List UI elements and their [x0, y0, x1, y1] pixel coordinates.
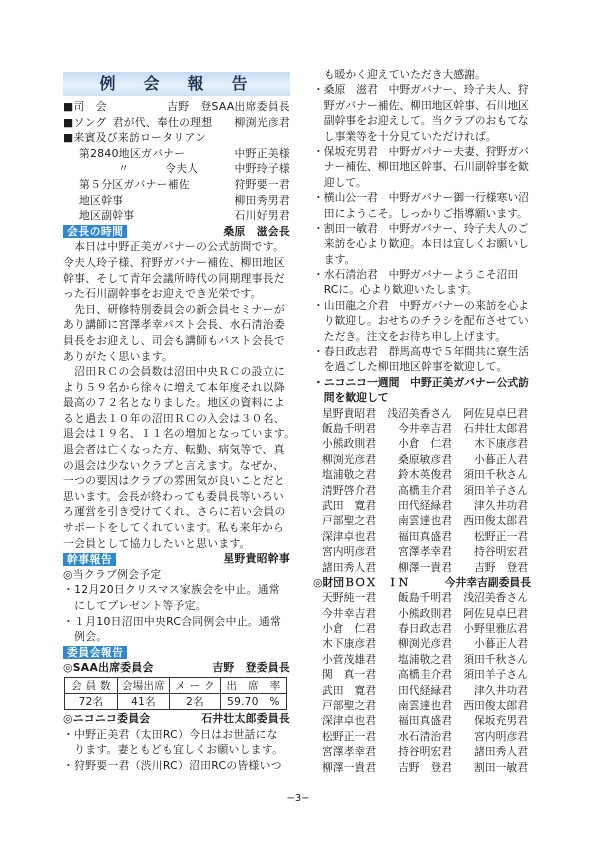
left-column — [63, 72, 296, 773]
name-cell: 飯島千明君 — [398, 591, 452, 605]
attendance-header-cell: 会 員 数 — [65, 677, 118, 693]
name-cell: 木下康彦君 — [474, 437, 528, 451]
name-row — [313, 452, 531, 467]
name-cell: 松野正一君 — [474, 529, 528, 543]
text-line: 例会。 — [63, 630, 108, 644]
name-row — [313, 560, 531, 575]
text-line: 令夫人玲子様、狩野ガバナー補佐、柳田地区 — [63, 255, 285, 269]
guest-row — [63, 193, 290, 209]
name-cell: 小熊政則君 — [322, 437, 376, 451]
name-row — [313, 590, 531, 605]
name-cell: 春日政志君 — [398, 622, 452, 636]
text-line: ・保坂充男君 中野ガバナー夫妻、狩野ガバ — [313, 144, 529, 158]
guest-name: 中野玲子様 — [234, 162, 290, 176]
name-cell: 須田千秋さん — [463, 468, 528, 482]
name-cell: 持谷明宏君 — [398, 745, 452, 759]
name-cell: 関 真一君 — [322, 668, 376, 682]
text-line: 沼田ＲＣの会員数は沼田中央ＲＣの設立に — [63, 365, 285, 379]
text-line: にしてプレゼント等予定。 — [63, 599, 207, 612]
name-cell: 柳澤一貴君 — [398, 560, 452, 574]
attendance-table — [64, 677, 287, 710]
text-line: ると過去１０年の沼田ＲＣの入会は３０名、 — [63, 411, 285, 425]
guest-role: 地区副幹事 — [79, 209, 135, 223]
nikoniko-messages-right — [313, 67, 531, 375]
text-line: ります。妻ともども宜しくお願いします。 — [63, 743, 284, 757]
president-remarks — [63, 239, 296, 551]
name-cell: 阿佐見卓巳君 — [463, 406, 528, 420]
name-row — [313, 498, 531, 513]
name-cell: 小野里雅広君 — [463, 622, 528, 636]
name-cell: 福田真盛君 — [398, 714, 452, 728]
text-line: ・横山公一君 中野ガバナー御一行様寒い沼 — [313, 191, 529, 205]
name-row — [313, 406, 531, 421]
mc-value: 吉野 登SAA出席委員長 — [167, 100, 290, 113]
saa-committee-title: ◎SAA出席委員会 — [63, 661, 154, 675]
text-line: の退会は少ないクラブと言えます。なぜか、 — [63, 458, 285, 472]
name-cell: 武田 寛君 — [322, 683, 376, 697]
name-cell: 深津卓也君 — [322, 714, 376, 728]
attendance-header-cell: メ ー ク — [170, 677, 221, 693]
nikoniko-week-names — [313, 406, 531, 575]
name-cell: 割田一敏君 — [474, 760, 528, 774]
text-line: し事業等を十分見ていただければ。 — [313, 129, 497, 143]
name-cell: 木下康彦君 — [322, 637, 376, 651]
name-cell: 小倉 仁君 — [398, 437, 452, 451]
text-line: 最高の７２名となりました。地区の資料によ — [63, 396, 285, 410]
foundation-box-row — [313, 575, 531, 590]
text-line: 副幹事をお迎えして。当クラブのおもてな — [313, 114, 529, 128]
guest-name: 石川好男君 — [234, 209, 290, 223]
text-line: ◎当クラブ例会予定 — [63, 567, 162, 581]
text-line: ・１月10日沼田中央RC合同例会中止。通常 — [63, 614, 282, 628]
guest-row — [63, 208, 290, 224]
page-number: −3− — [286, 793, 310, 804]
name-cell: 今井幸吉君 — [398, 421, 452, 435]
foundation-names — [313, 590, 531, 775]
text-line: 退会者は亡くなった方、転勤、病気等で、真 — [63, 443, 285, 457]
name-cell: 小熊政則君 — [398, 606, 452, 620]
secretary-speaker: 星野貴昭幹事 — [223, 552, 290, 566]
name-cell: 宮内明彦君 — [322, 545, 376, 559]
name-cell: 諸田秀人君 — [322, 560, 376, 574]
name-row — [313, 698, 531, 713]
name-cell: 田代経緑君 — [398, 498, 452, 512]
name-cell: 石井壮太郎君 — [463, 421, 528, 435]
text-line: あり講師に宮澤孝幸パスト会長、水石清治委 — [63, 318, 285, 332]
text-line: ・狩野要一君（渋川RC）沼田RCの皆様いつ — [63, 758, 282, 772]
saa-committee-chair: 吉野 登委員長 — [212, 661, 290, 675]
text-line: ・ニコニコ一週間 中野正美ガバナー公式訪 — [313, 375, 529, 389]
name-cell: 宮内明彦君 — [474, 729, 528, 743]
name-cell: 持谷明宏君 — [474, 545, 528, 559]
name-cell: 深津卓也君 — [322, 529, 376, 543]
text-line: ただき。注文をお待ち申し上げます。 — [313, 329, 507, 343]
name-row — [313, 529, 531, 544]
name-row — [313, 729, 531, 744]
secretary-report — [63, 567, 290, 645]
text-line: 野ガバナー補佐、柳田地区幹事、石川地区 — [313, 98, 529, 112]
text-line: 一つの要因はクラブの雰囲気が良いことだと — [63, 474, 285, 488]
text-line: 一会員として協力したいと思います。 — [63, 536, 251, 550]
president-speaker: 桑原 滋会長 — [223, 224, 290, 238]
name-cell: 塩浦敬之君 — [322, 468, 376, 482]
name-cell: 星野貴昭君 — [322, 406, 376, 420]
name-row — [313, 513, 531, 528]
ditto-mark: 〃 — [118, 162, 130, 176]
text-line: 来訪を心より歓迎。本日は宜しくお願いし — [313, 237, 529, 251]
text-line: ありがたく思います。 — [63, 349, 174, 363]
text-line: RCに。心より歓迎いたします。 — [313, 283, 478, 297]
foundation-box-chair: 今井幸吉副委員長 — [444, 575, 531, 589]
name-cell: 松野正一君 — [322, 729, 376, 743]
nikoniko-committee-row — [63, 711, 290, 727]
text-line: サポートをしてくれています。私も来年から — [63, 521, 285, 535]
name-cell: 今井幸吉君 — [322, 606, 376, 620]
name-cell: 清野啓介君 — [322, 483, 376, 497]
name-row — [313, 436, 531, 451]
name-cell: 須田羊子さん — [463, 668, 528, 682]
name-cell: 柳渕光彦君 — [322, 452, 376, 466]
name-cell: 高橋圭介君 — [398, 483, 452, 497]
name-row — [313, 467, 531, 482]
attendance-value-cell: 41名 — [118, 693, 170, 709]
name-cell: 浅沼美香さん — [387, 406, 452, 420]
text-line: ます。 — [313, 252, 356, 266]
guest-row — [63, 146, 290, 162]
committee-section-header — [63, 645, 290, 661]
nikoniko-messages-left — [63, 727, 290, 774]
name-cell: 鈴木英俊君 — [398, 468, 452, 482]
nikoniko-committee-chair: 石井壮太郎委員長 — [201, 711, 290, 725]
text-line: 問を歓迎して — [313, 391, 389, 405]
president-section-header — [63, 224, 290, 240]
name-cell: 津久井功君 — [474, 683, 528, 697]
guest-name: 狩野要一君 — [234, 177, 290, 191]
meeting-report-title-text: 例 会 報 告 — [99, 74, 254, 93]
name-cell: 西田俊太郎君 — [463, 514, 528, 528]
saa-committee-row — [63, 660, 290, 676]
name-cell: 小菅茂雄君 — [322, 652, 376, 666]
song-titles: 君が代、奉仕の理想 — [112, 115, 213, 129]
name-cell: 桑原敏彦君 — [398, 452, 452, 466]
name-cell: 南雲達也君 — [398, 514, 452, 528]
name-cell: 水石清治君 — [398, 729, 452, 743]
name-cell: 田代経緑君 — [398, 683, 452, 697]
text-line: ・山田龍之介君 中野ガバナーの来訪を心よ — [313, 298, 529, 312]
name-cell: 塩浦敬之君 — [398, 652, 452, 666]
name-cell: 浅沼美香さん — [463, 591, 528, 605]
text-line: ・春日政志君 群馬高専で５年間共に寮生活 — [313, 345, 529, 359]
nikoniko-committee-title: ◎ニコニコ委員会 — [63, 711, 151, 725]
president-section-badge: 会長の時間 — [63, 225, 127, 238]
name-row — [313, 760, 531, 775]
guest-name: 柳田秀男君 — [234, 193, 290, 207]
attendance-value-cell: 72名 — [65, 693, 118, 709]
guests-heading: ■来賓及び来訪ロータリアン — [63, 131, 207, 145]
name-row — [313, 667, 531, 682]
text-line: 田にようこそ。しっかりご指導願います。 — [313, 206, 528, 220]
guest-role-text: 令夫人 — [165, 162, 199, 176]
name-row — [313, 606, 531, 621]
name-cell: 宮澤孝幸君 — [398, 545, 452, 559]
text-line: 本日は中野正美ガバナーの公式訪問です。 — [63, 240, 285, 254]
text-line: 退会は１９名、１１名の増加となっています。 — [63, 427, 296, 441]
name-cell: 天野純一君 — [322, 591, 376, 605]
name-cell: 小暮正人君 — [474, 452, 528, 466]
guest-role: 第2840地区ガバナー — [79, 146, 186, 160]
name-cell: 戸部聖之君 — [322, 514, 376, 528]
name-cell: 吉野 登君 — [398, 760, 452, 774]
name-cell: 福田真盛君 — [398, 529, 452, 543]
attendance-value-row — [65, 693, 287, 709]
attendance-header-row — [65, 677, 287, 693]
name-cell: 吉野 登君 — [474, 560, 528, 574]
text-line: 思います。会長が終わっても委員長等いろい — [63, 489, 284, 503]
text-line: ・中野正美君（太田RC）今日はお世話にな — [63, 727, 278, 741]
name-row — [313, 713, 531, 728]
name-cell: 戸部聖之君 — [322, 699, 376, 713]
name-cell: 柳澤一貴君 — [322, 760, 376, 774]
song-row — [63, 115, 290, 131]
attendance-header-cell: 会場出席 — [118, 677, 170, 693]
attendance-value-cell: 59.70 % — [221, 693, 287, 709]
guest-role: 地区幹事 — [79, 193, 124, 207]
guest-role — [79, 161, 198, 177]
name-row — [313, 483, 531, 498]
text-line: 迎して。 — [313, 175, 367, 189]
text-line: 員長をお迎えし、司会も講師もパスト会長で — [63, 333, 285, 347]
text-line: ナー補佐、柳田地区幹事、石川副幹事を歓 — [313, 160, 529, 174]
name-cell: 阿佐見卓巳君 — [463, 606, 528, 620]
name-row — [313, 421, 531, 436]
guest-row — [63, 161, 290, 177]
right-column — [313, 67, 531, 775]
mc-label: ■司 会 — [63, 100, 107, 113]
secretary-section-header — [63, 551, 290, 567]
guest-name: 中野正美様 — [234, 146, 290, 160]
name-cell: 柳渕光彦君 — [398, 637, 452, 651]
name-cell: 津久井功君 — [474, 498, 528, 512]
attendance-header-cell: 出 席 率 — [221, 677, 287, 693]
text-line: ・水石清治君 中野ガバナーようこそ沼田 — [313, 268, 519, 282]
attendance-value-cell: 2名 — [170, 693, 221, 709]
foundation-box-title: ◎財団ＢＯＸ ＩＮ — [313, 575, 409, 589]
name-row — [313, 621, 531, 636]
text-line: った石川副幹事をお迎えでき光栄です。 — [63, 287, 262, 301]
text-line: ろ運営を引き受けてくれ、さらに若い会員の — [63, 505, 286, 519]
text-line: 先日、研修特別委員会の新会員セミナーが — [63, 302, 285, 316]
name-cell: 飯島千明君 — [322, 421, 376, 435]
name-cell: 南雲達也君 — [398, 699, 452, 713]
name-row — [313, 683, 531, 698]
text-line: 幹事、そして青年会議所時代の同期理事長だ — [63, 271, 285, 285]
text-line: も暖かく迎えていただき大感謝。 — [313, 68, 486, 81]
name-row — [313, 744, 531, 759]
committee-section-badge: 委員会報告 — [63, 646, 127, 659]
name-cell: 諸田秀人君 — [474, 745, 528, 759]
name-cell: 高橋圭介君 — [398, 668, 452, 682]
name-cell: 武田 寛君 — [322, 498, 376, 512]
name-cell: 西田俊太郎君 — [463, 699, 528, 713]
song-leader: 柳渕光彦君 — [234, 115, 290, 129]
name-cell: 須田羊子さん — [463, 483, 528, 497]
name-cell: 宮澤孝幸君 — [322, 745, 376, 759]
name-row — [313, 652, 531, 667]
nikoniko-week-heading — [313, 375, 531, 406]
text-line: ・桑原 滋君 中野ガバナー、玲子夫人、狩 — [313, 83, 529, 97]
name-cell: 小暮正人君 — [474, 637, 528, 651]
guest-row — [63, 177, 290, 193]
name-row — [313, 544, 531, 559]
name-cell: 保坂充男君 — [474, 714, 528, 728]
text-line: を過ごした柳田地区幹事を歓迎して。 — [313, 360, 508, 374]
name-cell: 須田千秋さん — [463, 652, 528, 666]
meeting-report-title — [63, 72, 290, 96]
name-row — [313, 636, 531, 651]
text-line: ・割田一敏君 中野ガバナー、玲子夫人のご — [313, 221, 529, 235]
text-line: ・12月20日クリスマス家族会を中止。通常 — [63, 583, 280, 597]
text-line: より５９名から徐々に増えて本年度それ以降 — [63, 380, 285, 394]
mc-row — [63, 99, 290, 115]
text-line: り歓迎し。おせちのチラシを配布させてい — [313, 314, 529, 328]
name-cell: 小倉 仁君 — [322, 622, 376, 636]
guest-role: 第５分区ガバナー補佐 — [79, 177, 190, 191]
song-label: ■ソング — [63, 115, 107, 129]
secretary-section-badge: 幹事報告 — [63, 553, 116, 566]
